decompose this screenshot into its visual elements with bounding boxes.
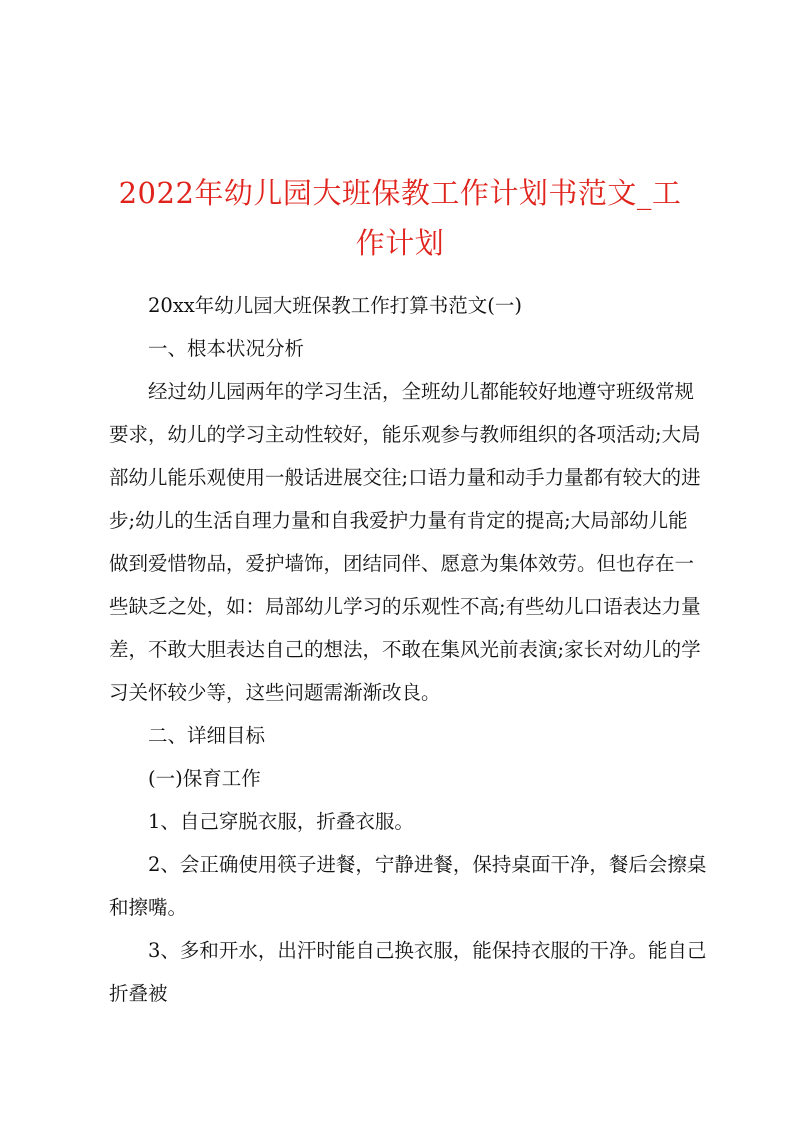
list-item-drinking: 3、多和开水，出汗时能自己换衣服，能保持衣服的干净。能自己折叠被 bbox=[109, 939, 707, 1005]
list-item-dressing: 1、自己穿脱衣服，折叠衣服。 bbox=[148, 810, 414, 833]
section-heading-plan: 20xx年幼儿园大班保教工作打算书范文(一) bbox=[148, 294, 523, 317]
subsection-heading-care: (一)保育工作 bbox=[148, 767, 261, 790]
paragraph-situation-analysis: 经过幼儿园两年的学习生活，全班幼儿都能较好地遵守班级常规要求，幼儿的学习主动性较好，能乐观参与教师组织的各项活动;大局部幼儿能乐观使用一般话进展交往;口语力量和动手力量都有较大的进步;幼儿的生活自理力量和自我爱护力量有肯定的提高;大局部幼儿能做到爱惜物品，爱护墙饰，团结同伴、愿意为集体效劳。但也存在一些缺乏之处，如：局部幼儿学习的乐观性不高;有些幼儿口语表达力量差，不敢大胆表达自己的想法，不敢在集风光前表演;家长对幼儿的学习关怀较少等，这些问题需渐渐改良。 bbox=[109, 380, 701, 704]
document-title: 2022年幼儿园大班保教工作计划书范文_工作计划 bbox=[118, 176, 682, 260]
section-heading-situation: 一、根本状况分析 bbox=[148, 337, 305, 360]
document-body bbox=[109, 284, 707, 1015]
list-item-eating: 2、会正确使用筷子进餐，宁静进餐，保持桌面干净，餐后会擦桌和擦嘴。 bbox=[109, 853, 707, 919]
section-heading-goals: 二、详细目标 bbox=[148, 724, 266, 747]
